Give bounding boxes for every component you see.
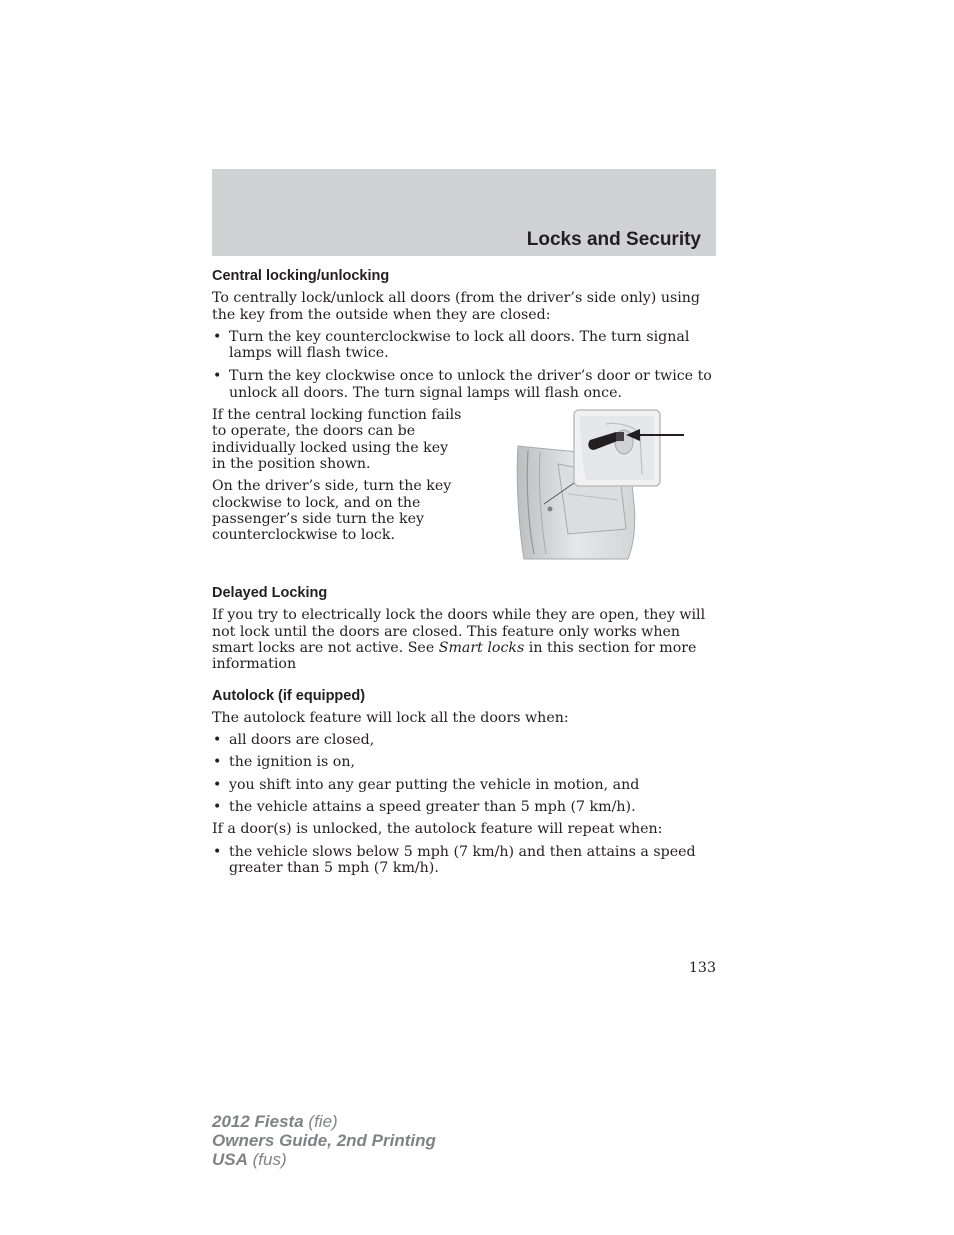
delayed-locking-paragraph bbox=[212, 607, 716, 672]
list-item: • Turn the key clockwise once to unlock the driver’s door or twice to unlock all doors. The turn signal lamps will flash once. bbox=[212, 368, 716, 401]
document-footer bbox=[212, 1112, 436, 1169]
central-locking-intro: To centrally lock/unlock all doors (from the driver’s side only) using the key from the outside when they are closed: bbox=[212, 290, 700, 323]
central-locking-list bbox=[212, 329, 716, 401]
footer-guide: Owners Guide, 2nd Printing bbox=[212, 1131, 436, 1150]
delayed-text-end: in this section for more information bbox=[212, 639, 697, 673]
delayed-text-start: If you try to electrically lock the doors while they are open, they will not lock until the doors are closed. This feature only works when smart locks are not active. See bbox=[212, 607, 706, 656]
central-locking-illustrated-section bbox=[212, 407, 716, 577]
central-locking-side-paragraph: On the driver’s side, turn the key clockwise to lock, and on the passenger’s side turn the key counterclockwise to lock. bbox=[212, 478, 452, 544]
autolock-repeat-list bbox=[212, 844, 716, 877]
footer-model: 2012 Fiesta bbox=[212, 1112, 304, 1131]
central-locking-heading: Central locking/unlocking bbox=[212, 268, 390, 284]
footer-market: USA bbox=[212, 1150, 248, 1169]
autolock-intro: The autolock feature will lock all the doors when: bbox=[212, 709, 569, 726]
list-item: • the ignition is on, bbox=[212, 754, 716, 770]
autolock-conditions-list bbox=[212, 732, 716, 815]
page-number: 133 bbox=[688, 960, 716, 976]
section-title: Locks and Security bbox=[526, 229, 701, 250]
door-key-lock-illustration bbox=[508, 404, 688, 564]
autolock-repeat-intro: If a door(s) is unlocked, the autolock feature will repeat when: bbox=[212, 821, 663, 838]
list-item: • the vehicle slows below 5 mph (7 km/h) and then attains a speed greater than 5 mph (7 km/h). bbox=[212, 844, 716, 877]
footer-model-code: (fie) bbox=[308, 1112, 338, 1131]
smart-locks-reference: Smart locks bbox=[438, 639, 525, 656]
list-item: • Turn the key counterclockwise to lock all doors. The turn signal lamps will flash twice. bbox=[212, 329, 716, 362]
autolock-heading: Autolock (if equipped) bbox=[212, 687, 366, 704]
list-item: • the vehicle attains a speed greater than 5 mph (7 km/h). bbox=[212, 799, 716, 815]
list-item: • you shift into any gear putting the vehicle in motion, and bbox=[212, 777, 716, 793]
delayed-locking-heading: Delayed Locking bbox=[212, 585, 328, 602]
footer-market-code: (fus) bbox=[252, 1150, 287, 1169]
section-header-band bbox=[212, 169, 716, 256]
central-locking-fail-paragraph: If the central locking function fails to operate, the doors can be individually locked using the key in the position shown. bbox=[212, 407, 462, 472]
list-item: • all doors are closed, bbox=[212, 732, 716, 748]
page-content bbox=[212, 266, 716, 876]
